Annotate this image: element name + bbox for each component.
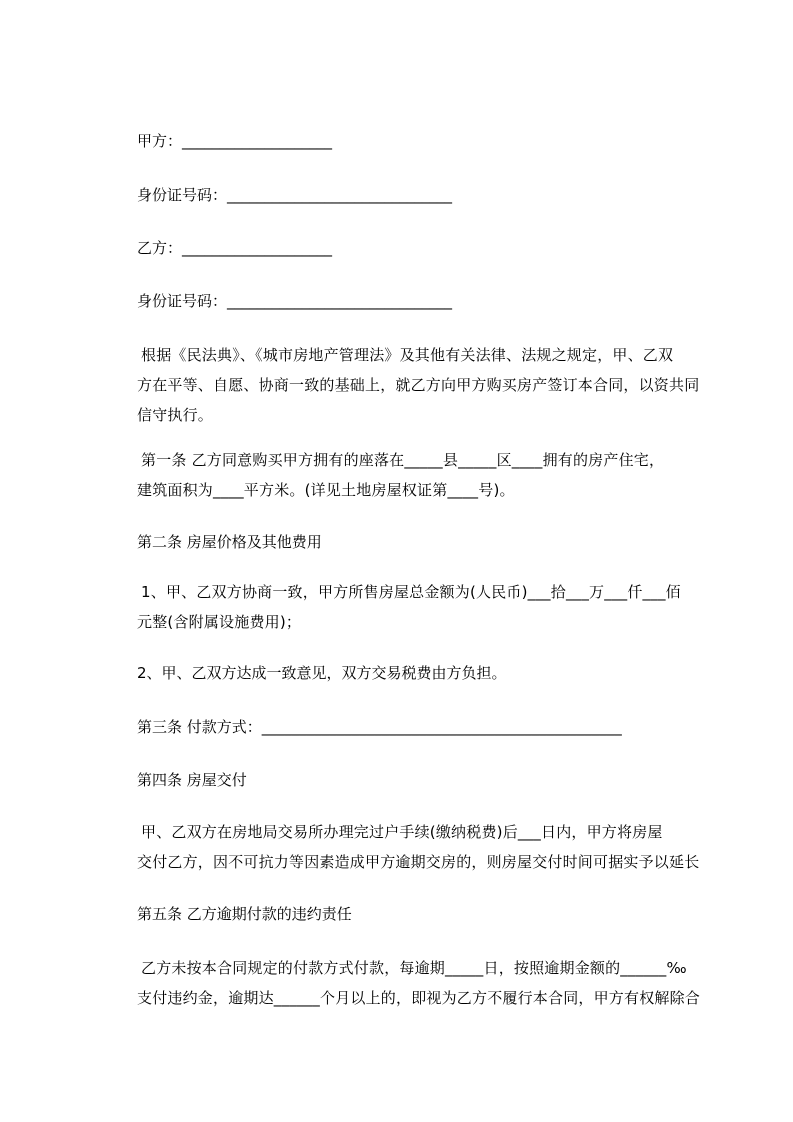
- party-a-line: 甲方：____________________: [137, 132, 333, 150]
- article-5-line-1: 乙方未按本合同规定的付款方式付款，每逾期_____日，按照逾期金额的______‰: [141, 959, 687, 977]
- preamble-paragraph: [137, 340, 717, 430]
- article-4-title: 第四条 房屋交付: [137, 771, 247, 789]
- party-b-id-line: 身份证号码：______________________________: [137, 292, 453, 310]
- preamble-line-1: 根据《民法典》、《城市房地产管理法》及其他有关法律、法规之规定，甲、乙双: [141, 346, 674, 364]
- article-4-body: [137, 817, 717, 877]
- article-4-line-2: 交付乙方，因不可抗力等因素造成甲方逾期交房的，则房屋交付时间可据实予以延长: [137, 853, 700, 871]
- article-2-item-1-line-2: 元整(含附属设施费用)；: [137, 613, 302, 631]
- article-2-item-2: 2、甲、乙双方达成一致意见，双方交易税费由方负担。: [137, 664, 507, 682]
- article-2-item-1: [137, 577, 717, 637]
- article-2-title: 第二条 房屋价格及其他费用: [137, 533, 322, 551]
- article-5-body: [137, 953, 717, 1013]
- article-1-paragraph: [137, 445, 717, 505]
- article-5-title: 第五条 乙方逾期付款的违约责任: [137, 905, 352, 923]
- article-5-line-2: 支付违约金，逾期达______个月以上的，即视为乙方不履行本合同，甲方有权解除合: [137, 989, 701, 1007]
- party-b-line: 乙方：____________________: [137, 239, 333, 257]
- article-2-item-1-line-1: 1、甲、乙双方协商一致，甲方所售房屋总金额为(人民币)___拾___万___仟___佰: [141, 583, 681, 601]
- article-3-payment-method: 第三条 付款方式：________________________________________________: [137, 718, 622, 736]
- preamble-line-3: 信守执行。: [137, 406, 214, 424]
- article-4-line-1: 甲、乙双方在房地局交易所办理完过户手续(缴纳税费)后___日内，甲方将房屋: [141, 823, 663, 841]
- article-1-line-1: 第一条 乙方同意购买甲方拥有的座落在_____县_____区____拥有的房产住宅，: [141, 451, 665, 469]
- preamble-line-2: 方在平等、自愿、协商一致的基础上，就乙方向甲方购买房产签订本合同，以资共同: [137, 376, 700, 394]
- article-1-line-2: 建筑面积为____平方米。(详见土地房屋权证第____号)。: [137, 481, 515, 499]
- party-a-id-line: 身份证号码：______________________________: [137, 186, 453, 204]
